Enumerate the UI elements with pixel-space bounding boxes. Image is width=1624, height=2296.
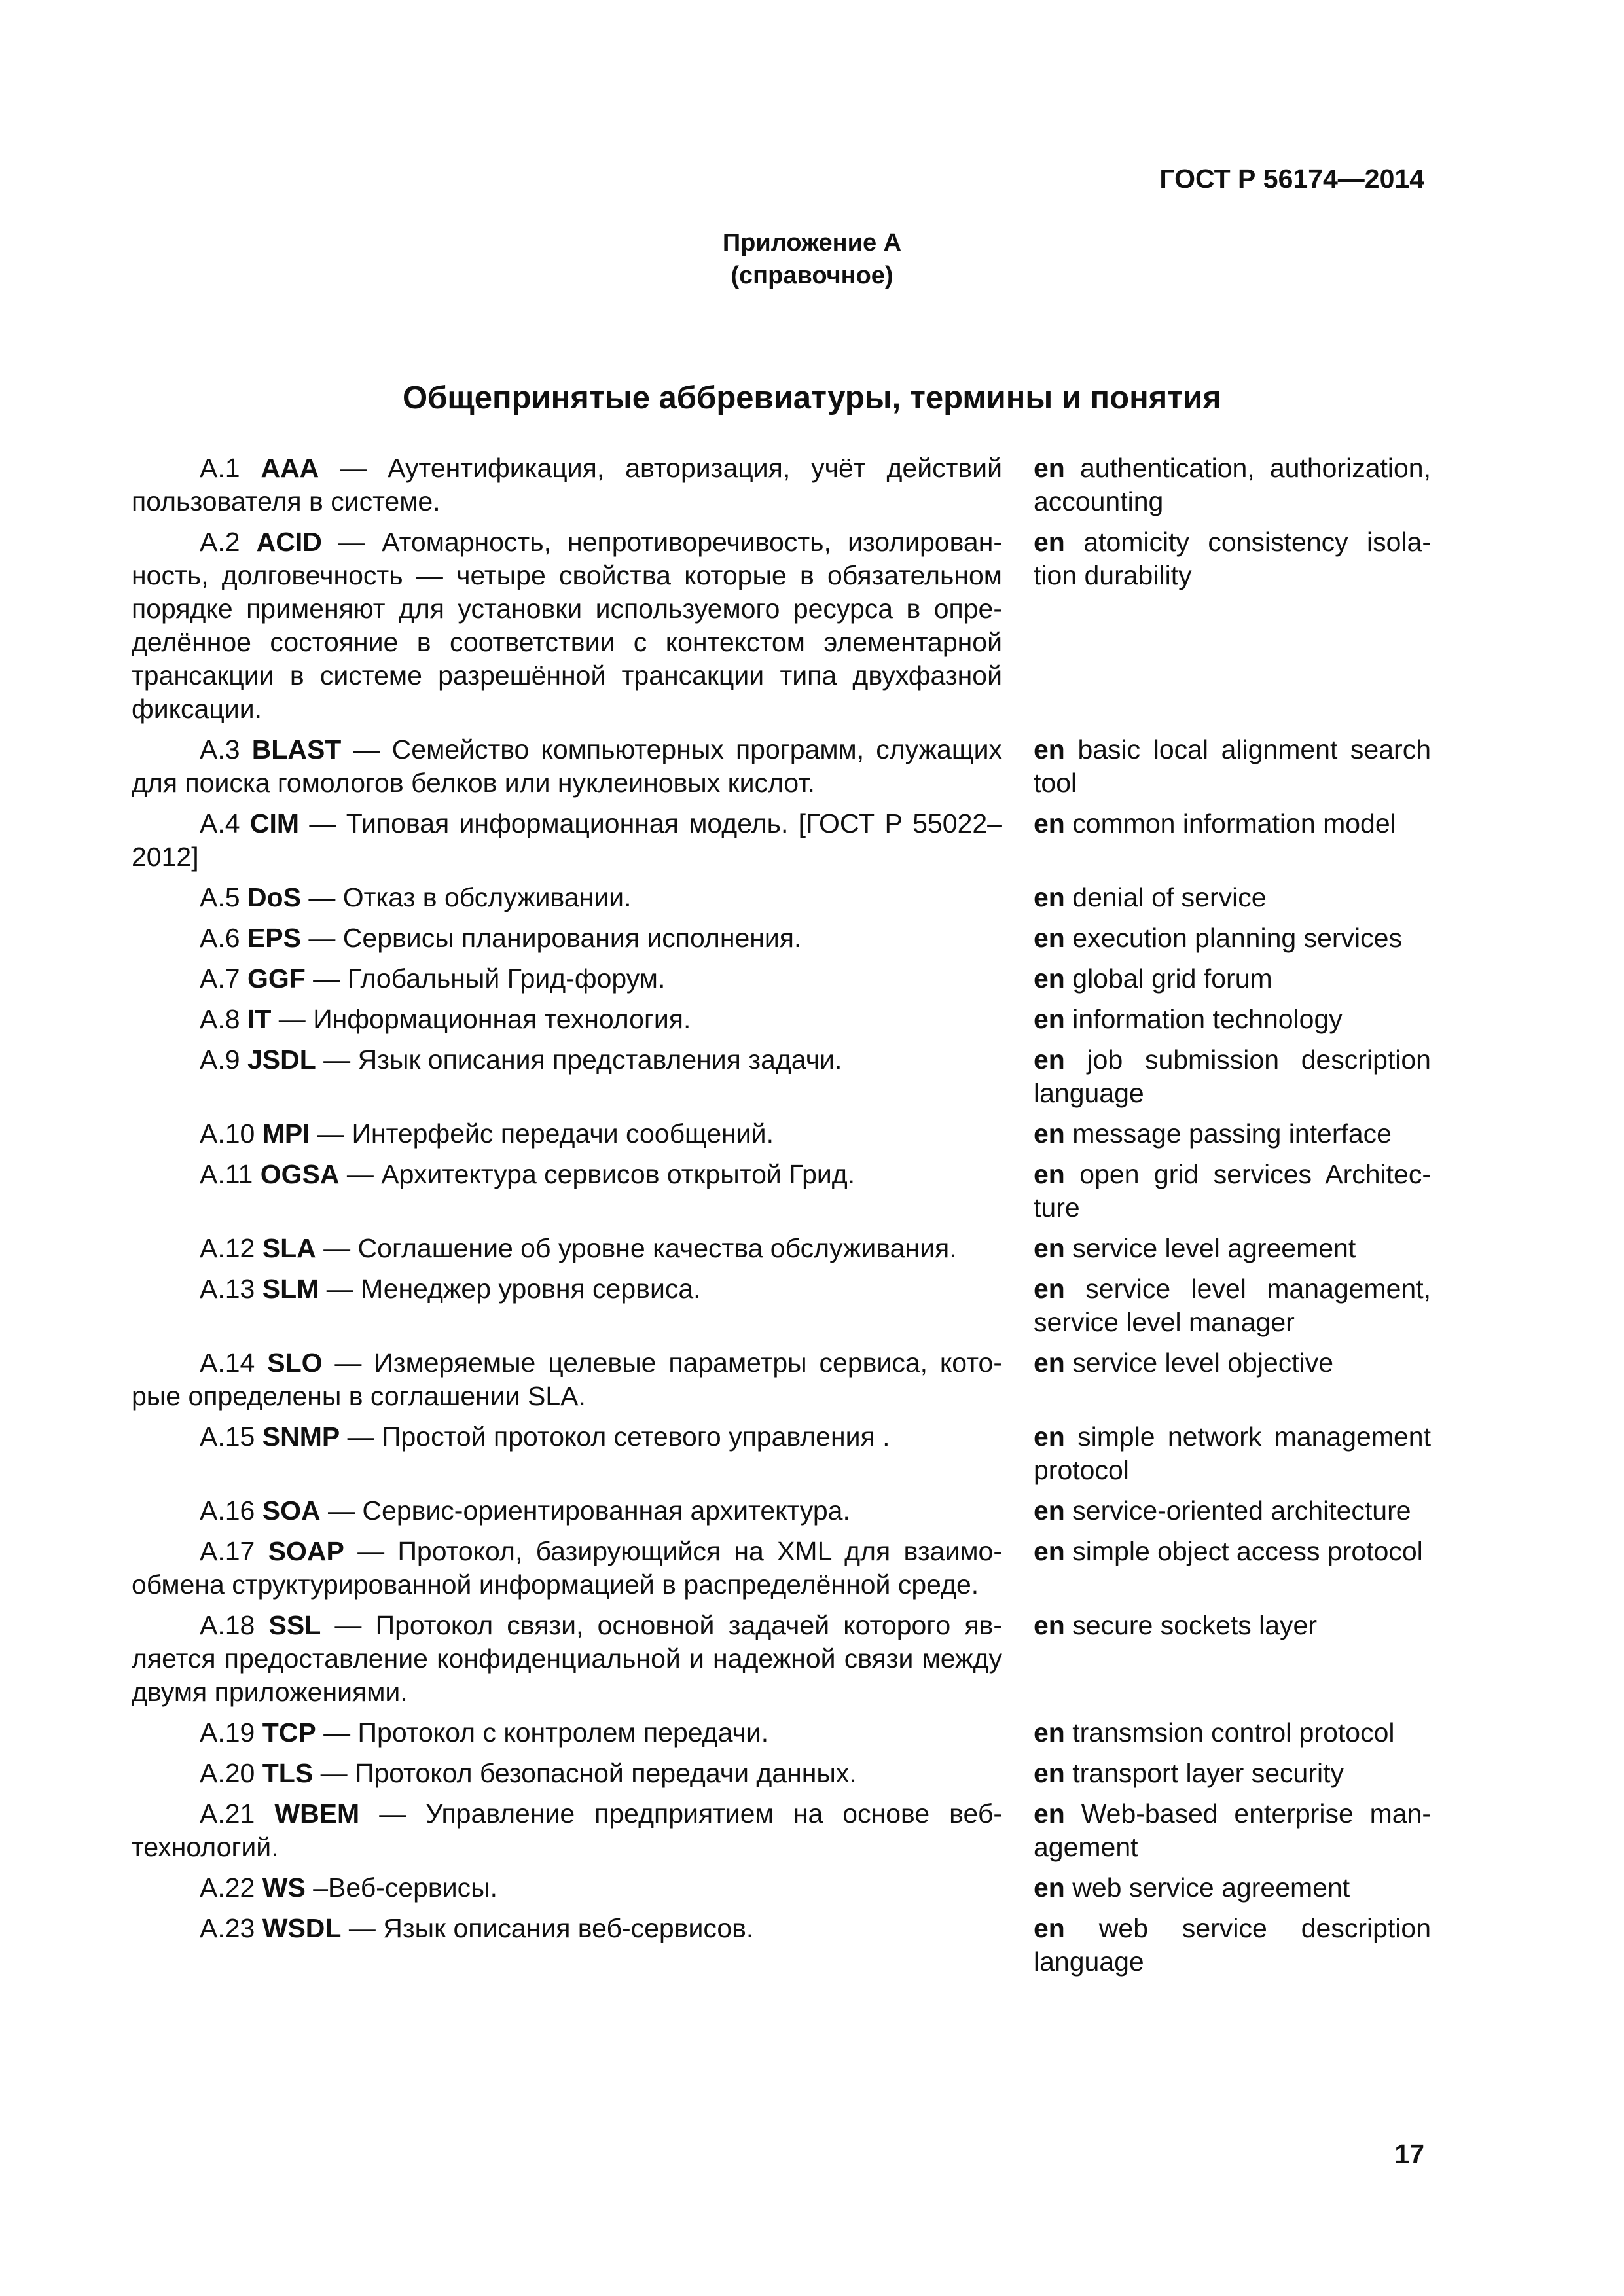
entry-text: Протокол, базирующийся на XML для взаимообмена структурированной информацией в распределённой среде. bbox=[132, 1536, 1002, 1600]
entry-separator: — bbox=[321, 527, 382, 557]
entry-english-text: simple network management protocol bbox=[1034, 1422, 1431, 1485]
entry-english-text: common information model bbox=[1072, 808, 1396, 838]
entry-text: Управление предприятием на основе веб-технологий. bbox=[132, 1799, 1002, 1862]
entry-text: Атомарность, непротиворечивость, изолированность, долговечность — четыре свойства которые в обязательном порядке применяют для установки используемого ресурса в определённое состояние в соответствии с контекстом элементарной трансакции в системе разрешённой трансакции типа двухфазной фиксации. bbox=[132, 527, 1002, 724]
entry-english-text: service level agreement bbox=[1072, 1233, 1356, 1263]
entry-abbreviation: TLS bbox=[262, 1758, 314, 1788]
entry-abbreviation: CIM bbox=[249, 808, 300, 838]
entry-definition bbox=[132, 1757, 1002, 1790]
abbreviation-entry bbox=[132, 1272, 1431, 1339]
entry-language-code: en bbox=[1034, 1610, 1065, 1640]
entry-abbreviation: IT bbox=[247, 1004, 272, 1034]
entry-english-text: global grid forum bbox=[1072, 963, 1272, 994]
entry-language-code: en bbox=[1034, 1536, 1065, 1566]
entry-language-code: en bbox=[1034, 1348, 1065, 1378]
entry-number: А.6 bbox=[200, 923, 240, 953]
entry-separator: — bbox=[320, 1496, 363, 1526]
entry-text: Протокол с контролем передачи. bbox=[357, 1717, 769, 1748]
entry-separator: — bbox=[271, 1004, 314, 1034]
entry-english-term bbox=[1034, 1757, 1431, 1790]
entry-english-text: service level objective bbox=[1072, 1348, 1334, 1378]
entry-number: А.4 bbox=[200, 808, 240, 838]
entry-language-code: en bbox=[1034, 1717, 1065, 1748]
entry-text: Сервис-ориентированная архитектура. bbox=[362, 1496, 850, 1526]
abbreviation-entry bbox=[132, 1158, 1431, 1225]
entry-text: Веб-сервисы. bbox=[328, 1873, 497, 1903]
entry-definition bbox=[132, 1158, 1002, 1225]
entry-text: Язык описания веб-сервисов. bbox=[383, 1913, 754, 1943]
entry-english-term bbox=[1034, 1716, 1431, 1749]
entry-separator: — bbox=[340, 1422, 382, 1452]
entry-definition bbox=[132, 1420, 1002, 1487]
entry-language-code: en bbox=[1034, 734, 1065, 764]
entry-text: Семейство компьютерных программ, служащих для поиска гомологов белков или нуклеиновых кислот. bbox=[132, 734, 1002, 798]
entry-number: А.21 bbox=[200, 1799, 255, 1829]
entry-definition bbox=[132, 922, 1002, 955]
entry-language-code: en bbox=[1034, 1233, 1065, 1263]
entry-number: А.22 bbox=[200, 1873, 255, 1903]
entry-text: Соглашение об уровне качества обслуживания. bbox=[357, 1233, 957, 1263]
entry-abbreviation: WS bbox=[262, 1873, 306, 1903]
entry-english-text: web service description language bbox=[1034, 1913, 1431, 1977]
entry-english-term bbox=[1034, 1420, 1431, 1487]
entry-english-text: service-oriented architecture bbox=[1072, 1496, 1411, 1526]
entry-english-term bbox=[1034, 1912, 1431, 1979]
abbreviation-entry bbox=[132, 1420, 1431, 1487]
entry-number: А.5 bbox=[200, 882, 240, 912]
entry-text: Протокол безопасной передачи данных. bbox=[354, 1758, 857, 1788]
abbreviation-entry bbox=[132, 1716, 1431, 1749]
entry-language-code: en bbox=[1034, 1799, 1065, 1829]
entry-text: Информационная технология. bbox=[313, 1004, 691, 1034]
entry-definition bbox=[132, 1003, 1002, 1036]
entry-english-text: transport layer security bbox=[1072, 1758, 1344, 1788]
entry-language-code: en bbox=[1034, 808, 1065, 838]
entry-separator: — bbox=[300, 882, 343, 912]
abbreviation-entry bbox=[132, 1003, 1431, 1036]
entry-definition bbox=[132, 733, 1002, 800]
entry-english-text: open grid services Architecture bbox=[1034, 1159, 1431, 1223]
entry-abbreviation: JSDL bbox=[247, 1045, 316, 1075]
entry-separator: — bbox=[305, 963, 348, 994]
entry-english-term bbox=[1034, 1494, 1431, 1528]
entry-number: А.3 bbox=[200, 734, 240, 764]
entry-english-term bbox=[1034, 733, 1431, 800]
entry-english-text: denial of service bbox=[1072, 882, 1267, 912]
entry-text: Измеряемые целевые параметры сервиса, которые определены в соглашении SLA. bbox=[132, 1348, 1002, 1411]
entry-text: Архитектура сервисов открытой Грид. bbox=[381, 1159, 856, 1189]
entry-language-code: en bbox=[1034, 1758, 1065, 1788]
appendix-subtitle: (справочное) bbox=[731, 262, 893, 289]
entry-english-term bbox=[1034, 1871, 1431, 1905]
entry-number: А.7 bbox=[200, 963, 240, 994]
entry-definition bbox=[132, 526, 1002, 726]
entry-separator: — bbox=[344, 1536, 398, 1566]
entry-text: Протокол связи, основной задачей которого является предоставление конфиденциальной и надежной связи между двумя приложениями. bbox=[132, 1610, 1002, 1707]
abbreviation-entry bbox=[132, 922, 1431, 955]
entry-english-text: basic local alignment search tool bbox=[1034, 734, 1431, 798]
entry-language-code: en bbox=[1034, 1045, 1065, 1075]
abbreviation-entry bbox=[132, 1871, 1431, 1905]
entry-definition bbox=[132, 1043, 1002, 1110]
entry-number: А.16 bbox=[200, 1496, 255, 1526]
entry-number: А.2 bbox=[200, 527, 240, 557]
entry-number: А.9 bbox=[200, 1045, 240, 1075]
abbreviation-entry bbox=[132, 962, 1431, 996]
entry-abbreviation: OGSA bbox=[260, 1159, 340, 1189]
entry-definition bbox=[132, 1346, 1002, 1413]
entry-definition bbox=[132, 1797, 1002, 1864]
entry-english-text: service level management, service level manager bbox=[1034, 1274, 1431, 1337]
entry-number: А.13 bbox=[200, 1274, 255, 1304]
entry-language-code: en bbox=[1034, 882, 1065, 912]
entry-separator: — bbox=[316, 1717, 358, 1748]
entry-abbreviation: SNMP bbox=[262, 1422, 340, 1452]
entry-separator: — bbox=[310, 1119, 352, 1149]
entry-abbreviation: SLO bbox=[267, 1348, 323, 1378]
entry-text: Язык описания представления задачи. bbox=[357, 1045, 842, 1075]
entry-text: Глобальный Грид-форум. bbox=[347, 963, 666, 994]
page-number: 17 bbox=[1394, 2139, 1424, 2169]
entry-english-term bbox=[1034, 1346, 1431, 1413]
section-title: Общепринятые аббревиатуры, термины и понятия bbox=[403, 380, 1221, 416]
entry-abbreviation: AAA bbox=[261, 453, 319, 483]
entry-language-code: en bbox=[1034, 963, 1065, 994]
entry-text: Аутентификация, авторизация, учёт действий пользователя в системе. bbox=[132, 453, 1002, 516]
entry-english-term bbox=[1034, 1043, 1431, 1110]
entry-definition bbox=[132, 1232, 1002, 1265]
entry-language-code: en bbox=[1034, 923, 1065, 953]
abbreviation-entry bbox=[132, 1043, 1431, 1110]
entry-abbreviation: SOA bbox=[262, 1496, 321, 1526]
abbreviation-entry bbox=[132, 1797, 1431, 1864]
entry-number: А.18 bbox=[200, 1610, 255, 1640]
entry-separator: — bbox=[341, 1913, 384, 1943]
entry-language-code: en bbox=[1034, 1119, 1065, 1149]
entry-english-term bbox=[1034, 526, 1431, 726]
entry-definition bbox=[132, 1535, 1002, 1602]
entry-number: А.17 bbox=[200, 1536, 255, 1566]
entry-english-text: web service agreement bbox=[1072, 1873, 1350, 1903]
entry-number: А.12 bbox=[200, 1233, 255, 1263]
entry-english-text: job submission description language bbox=[1034, 1045, 1431, 1108]
abbreviation-entry bbox=[132, 1912, 1431, 1979]
entry-english-text: simple object access protocol bbox=[1072, 1536, 1423, 1566]
entry-english-term bbox=[1034, 1003, 1431, 1036]
entry-english-term bbox=[1034, 881, 1431, 914]
entry-number: А.23 bbox=[200, 1913, 255, 1943]
abbreviation-entry bbox=[132, 807, 1431, 874]
entry-separator: — bbox=[301, 923, 343, 953]
entry-separator: — bbox=[341, 734, 392, 764]
entry-number: А.19 bbox=[200, 1717, 255, 1748]
entry-number: А.11 bbox=[200, 1159, 253, 1189]
entry-text: Сервисы планирования исполнения. bbox=[342, 923, 802, 953]
entry-english-text: information technology bbox=[1072, 1004, 1343, 1034]
entry-definition bbox=[132, 807, 1002, 874]
entry-language-code: en bbox=[1034, 1274, 1065, 1304]
entry-number: А.15 bbox=[200, 1422, 255, 1452]
abbreviation-entry bbox=[132, 1757, 1431, 1790]
entry-abbreviation: DoS bbox=[247, 882, 301, 912]
entry-separator: – bbox=[305, 1873, 328, 1903]
entry-number: А.20 bbox=[200, 1758, 255, 1788]
entry-separator: — bbox=[322, 1348, 374, 1378]
entry-abbreviation: TCP bbox=[262, 1717, 316, 1748]
entry-english-text: Web-based enterprise management bbox=[1034, 1799, 1431, 1862]
entry-number: А.1 bbox=[200, 453, 240, 483]
entry-english-text: atomicity consistency isolation durability bbox=[1034, 527, 1431, 590]
entry-abbreviation: ACID bbox=[256, 527, 322, 557]
entry-definition bbox=[132, 881, 1002, 914]
entry-language-code: en bbox=[1034, 1159, 1065, 1189]
entry-language-code: en bbox=[1034, 1496, 1065, 1526]
abbreviation-entry bbox=[132, 1232, 1431, 1265]
entry-english-term bbox=[1034, 1609, 1431, 1709]
abbreviation-entry bbox=[132, 452, 1431, 518]
entry-text: Менеджер уровня сервиса. bbox=[361, 1274, 701, 1304]
entry-number: А.14 bbox=[200, 1348, 255, 1378]
entry-abbreviation: BLAST bbox=[251, 734, 342, 764]
entry-definition bbox=[132, 1871, 1002, 1905]
entry-text: Типовая информационная модель. [ГОСТ Р 55022–2012] bbox=[132, 808, 1002, 872]
entry-separator: — bbox=[319, 453, 388, 483]
abbreviation-entry bbox=[132, 1535, 1431, 1602]
abbreviation-entry bbox=[132, 1117, 1431, 1151]
entry-english-text: transmsion control protocol bbox=[1072, 1717, 1395, 1748]
entry-definition bbox=[132, 1117, 1002, 1151]
entry-abbreviation: WSDL bbox=[262, 1913, 342, 1943]
entry-abbreviation: SSL bbox=[268, 1610, 321, 1640]
entry-separator: — bbox=[321, 1610, 376, 1640]
entry-definition bbox=[132, 1494, 1002, 1528]
appendix-title: Приложение А bbox=[722, 229, 902, 257]
entry-language-code: en bbox=[1034, 1913, 1065, 1943]
entry-english-term bbox=[1034, 452, 1431, 518]
entry-number: А.10 bbox=[200, 1119, 255, 1149]
entry-separator: — bbox=[316, 1045, 358, 1075]
entry-abbreviation: EPS bbox=[247, 923, 301, 953]
entry-definition bbox=[132, 1716, 1002, 1749]
abbreviation-entry bbox=[132, 1609, 1431, 1709]
entry-separator: — bbox=[316, 1233, 358, 1263]
standard-code: ГОСТ Р 56174—2014 bbox=[1159, 164, 1424, 194]
entry-abbreviation: MPI bbox=[262, 1119, 310, 1149]
entry-abbreviation: SLM bbox=[262, 1274, 319, 1304]
abbreviation-list bbox=[132, 452, 1431, 1986]
entry-english-term bbox=[1034, 1535, 1431, 1602]
entry-english-text: secure sockets layer bbox=[1072, 1610, 1317, 1640]
entry-separator: — bbox=[313, 1758, 355, 1788]
entry-text: Интерфейс передачи сообщений. bbox=[352, 1119, 774, 1149]
abbreviation-entry bbox=[132, 733, 1431, 800]
entry-number: А.8 bbox=[200, 1004, 240, 1034]
entry-definition bbox=[132, 1272, 1002, 1339]
entry-language-code: en bbox=[1034, 1422, 1065, 1452]
entry-separator: — bbox=[319, 1274, 361, 1304]
entry-definition bbox=[132, 962, 1002, 996]
entry-english-term bbox=[1034, 1158, 1431, 1225]
entry-text: Простой протокол сетевого управления . bbox=[382, 1422, 890, 1452]
abbreviation-entry bbox=[132, 526, 1431, 726]
entry-abbreviation: SLA bbox=[262, 1233, 316, 1263]
entry-definition bbox=[132, 452, 1002, 518]
entry-english-text: message passing interface bbox=[1072, 1119, 1392, 1149]
entry-separator: — bbox=[359, 1799, 426, 1829]
entry-english-text: authentication, authorization, accounting bbox=[1034, 453, 1431, 516]
entry-language-code: en bbox=[1034, 1004, 1065, 1034]
entry-language-code: en bbox=[1034, 1873, 1065, 1903]
entry-language-code: en bbox=[1034, 453, 1065, 483]
entry-definition bbox=[132, 1912, 1002, 1979]
entry-abbreviation: WBEM bbox=[274, 1799, 360, 1829]
entry-abbreviation: SOAP bbox=[268, 1536, 344, 1566]
abbreviation-entry bbox=[132, 1346, 1431, 1413]
entry-separator: — bbox=[299, 808, 346, 838]
entry-english-term bbox=[1034, 1797, 1431, 1864]
entry-english-term bbox=[1034, 1272, 1431, 1339]
abbreviation-entry bbox=[132, 1494, 1431, 1528]
entry-definition bbox=[132, 1609, 1002, 1709]
entry-english-text: execution planning services bbox=[1072, 923, 1402, 953]
abbreviation-entry bbox=[132, 881, 1431, 914]
entry-english-term bbox=[1034, 962, 1431, 996]
entry-language-code: en bbox=[1034, 527, 1065, 557]
entry-english-term bbox=[1034, 922, 1431, 955]
entry-english-term bbox=[1034, 807, 1431, 874]
entry-separator: — bbox=[339, 1159, 382, 1189]
entry-abbreviation: GGF bbox=[247, 963, 306, 994]
entry-english-term bbox=[1034, 1232, 1431, 1265]
entry-text: Отказ в обслуживании. bbox=[342, 882, 632, 912]
entry-english-term bbox=[1034, 1117, 1431, 1151]
